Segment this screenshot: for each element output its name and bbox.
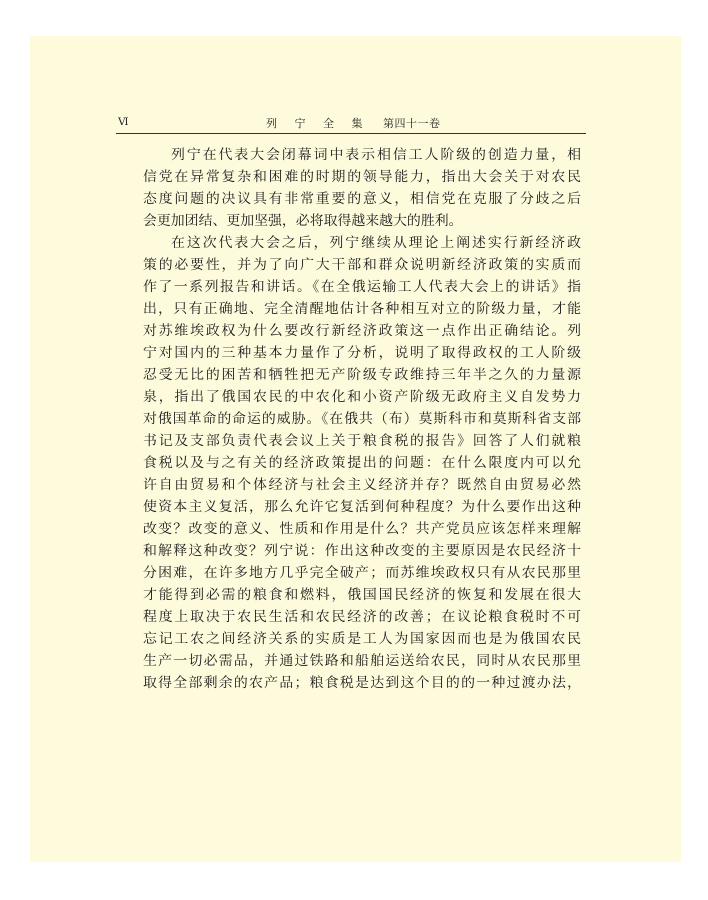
text-line: 才能得到必需的粮食和燃料，俄国国民经济的恢复和发展在很大 [143, 587, 581, 603]
text-line: 态度问题的决议具有非常重要的意义，相信党在克服了分歧之后 [143, 191, 581, 207]
text-line: 在这次代表大会之后，列宁继续从理论上阐述实行新经济政 [171, 235, 581, 251]
text-line: 忘记工农之间经济关系的实质是工人为国家因而也是为俄国农民 [143, 631, 581, 647]
text-line: 使资本主义复活，那么允许它复活到何种程度？为什么要作出这种 [143, 499, 581, 515]
text-line: 食税以及与之有关的经济政策提出的问题：在什么限度内可以允 [143, 455, 581, 471]
text-line: 改变？改变的意义、性质和作用是什么？共产党员应该怎样来理解 [143, 521, 581, 537]
header-rule [116, 133, 586, 134]
text-line: 忍受无比的困苦和牺牲把无产阶级专政维持三年半之久的力量源 [143, 367, 581, 383]
running-header [116, 112, 586, 132]
text-line: 出，只有正确地、完全清醒地估计各种相互对立的阶级力量，才能 [143, 301, 581, 317]
text-line: 取得全部剩余的农产品；粮食税是达到这个目的的一种过渡办法， [143, 675, 581, 691]
text-line: 对苏维埃政权为什么要改行新经济政策这一点作出正确结论。列 [143, 323, 581, 339]
volume-label: 第四十一卷 [383, 117, 441, 130]
body-text [143, 144, 581, 694]
page-number: Ⅵ [118, 116, 130, 128]
text-line: 生产一切必需品，并通过铁路和船舶运送给农民，同时从农民那里 [143, 653, 581, 669]
book-title: 列 宁 全 集 [266, 117, 370, 130]
text-line: 作了一系列报告和讲话。《在全俄运输工人代表大会上的讲话》指 [143, 279, 581, 295]
text-line: 宁对国内的三种基本力量作了分析，说明了取得政权的工人阶级 [143, 345, 581, 361]
text-line: 程度上取决于农民生活和农民经济的改善；在议论粮食税时不可 [143, 609, 581, 625]
text-line: 列宁在代表大会闭幕词中表示相信工人阶级的创造力量，相 [171, 147, 581, 163]
text-line: 分困难，在许多地方几乎完全破产；而苏维埃政权只有从农民那里 [143, 565, 581, 581]
text-line: 对俄国革命的命运的威胁。《在俄共（布）莫斯科市和莫斯科省支部 [143, 411, 581, 427]
text-line: 信党在异常复杂和困难的时期的领导能力，指出大会关于对农民 [143, 169, 581, 185]
running-title [266, 115, 441, 131]
text-line: 泉，指出了俄国农民的中农化和小资产阶级无政府主义自发势力 [143, 389, 581, 405]
text-line: 和解释这种改变？列宁说：作出这种改变的主要原因是农民经济十 [143, 543, 581, 559]
text-line: 许自由贸易和个体经济与社会主义经济并存？既然自由贸易必然 [143, 477, 581, 493]
text-line: 策的必要性，并为了向广大干部和群众说明新经济政策的实质而 [143, 257, 581, 273]
text-line: 书记及支部负责代表会议上关于粮食税的报告》回答了人们就粮 [143, 433, 581, 449]
text-line: 会更加团结、更加坚强，必将取得越来越大的胜利。 [143, 213, 463, 229]
